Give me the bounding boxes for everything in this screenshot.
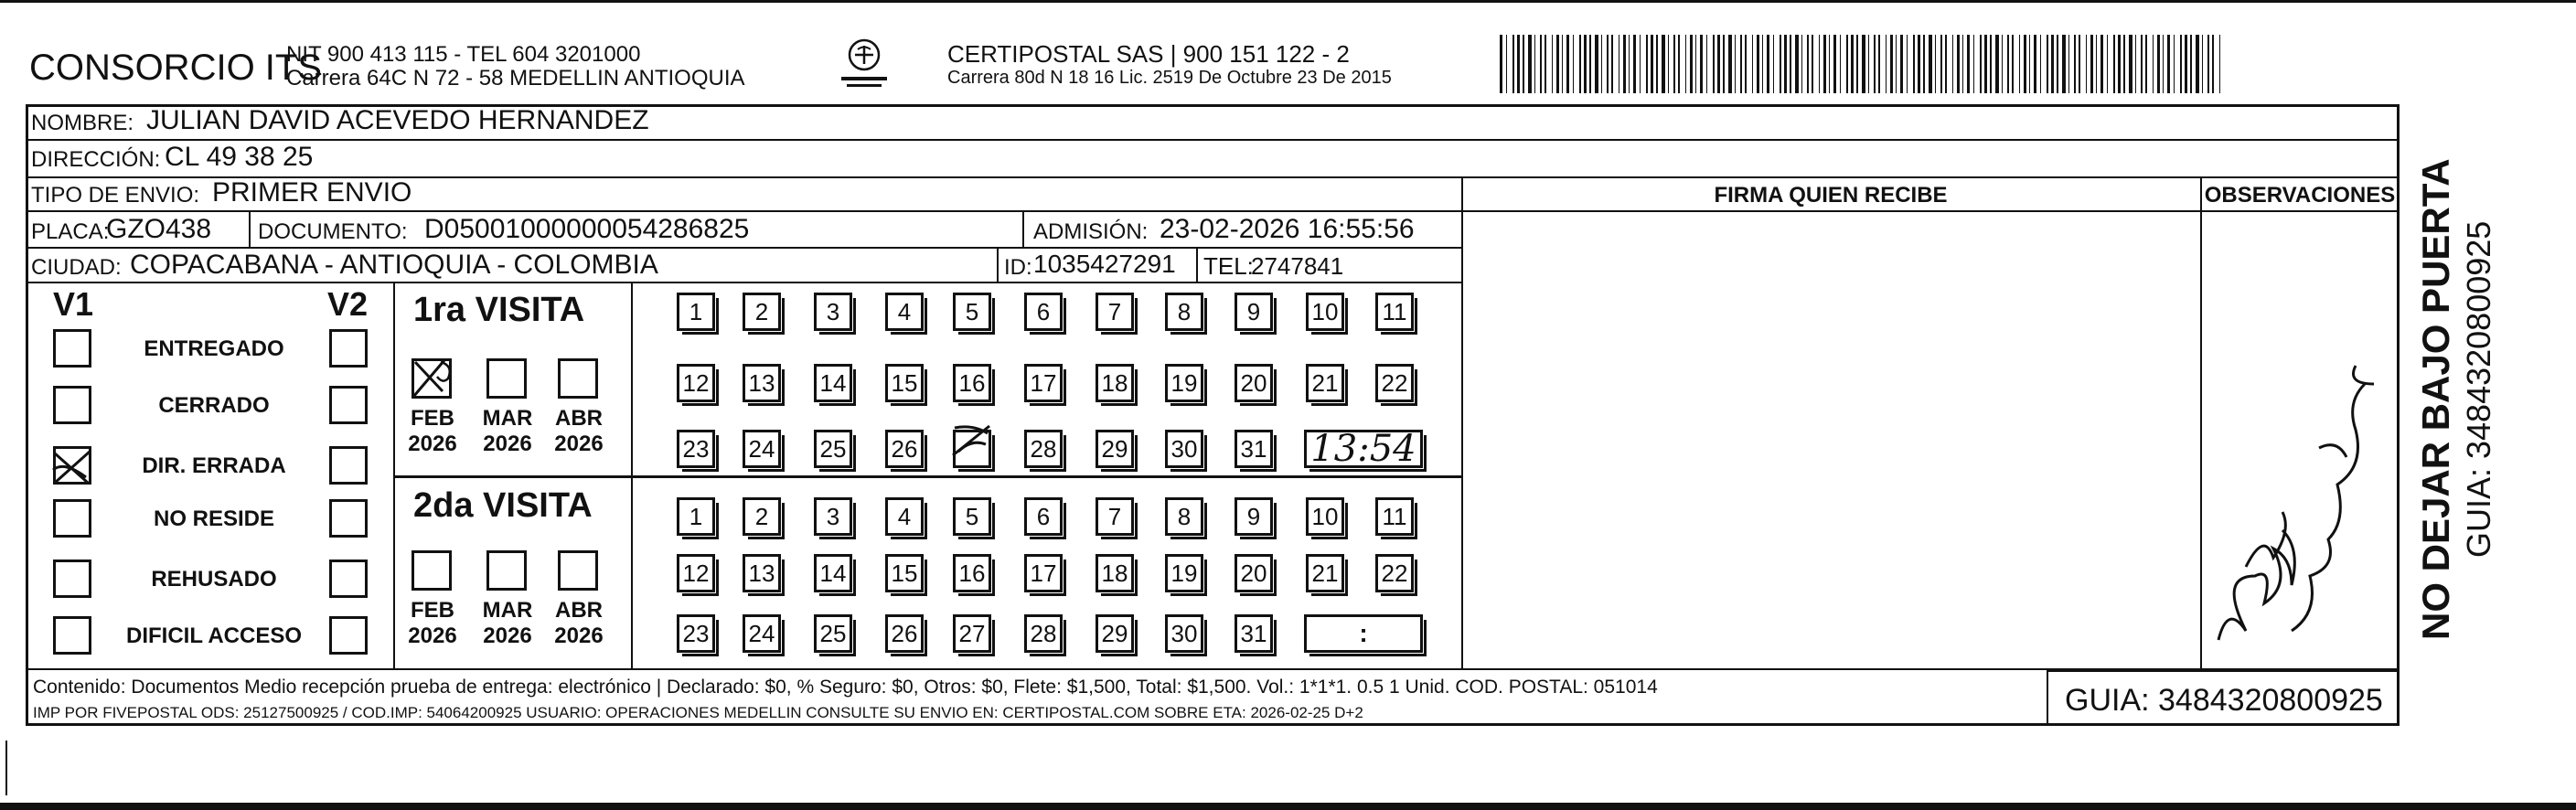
bottom-border [0, 803, 2576, 810]
barcode-bar [2219, 35, 2220, 93]
day-box[interactable]: 14 [814, 554, 852, 592]
barcode-bar [1886, 35, 1887, 93]
day-box[interactable]: 12 [677, 554, 715, 592]
barcode-bar [2100, 35, 2103, 93]
ciudad-label: CIUDAD: [31, 255, 122, 280]
day-box[interactable]: 10 [1306, 293, 1344, 331]
barcode-bar [1552, 35, 1553, 93]
barcode-bar [1913, 35, 1915, 93]
day-box[interactable]: 27 [953, 614, 991, 653]
barcode-bar [2135, 35, 2136, 93]
certipostal-line2: Carrera 80d N 18 16 Lic. 2519 De Octubre 23 De 2015 [947, 68, 1392, 88]
day-box[interactable]: 2 [743, 497, 781, 536]
barcode-bar [1579, 35, 1581, 93]
barcode-bar [1862, 35, 1865, 93]
day-box[interactable]: 25 [814, 614, 852, 653]
admision-label: ADMISIÓN: [1033, 219, 1149, 244]
nombre-value: JULIAN DAVID ACEVEDO HERNANDEZ [146, 105, 649, 135]
nombre-label: NOMBRE: [31, 111, 134, 135]
barcode-bar [1801, 35, 1802, 93]
barcode-bar [2129, 35, 2132, 93]
row-line [1461, 210, 2200, 212]
top-border [0, 0, 2576, 3]
barcode-bar [2012, 35, 2014, 93]
barcode-bar [1819, 35, 1820, 93]
time-box[interactable]: : [1304, 614, 1423, 653]
barcode-bar [1695, 35, 1696, 93]
day-box[interactable]: 21 [1306, 364, 1344, 402]
barcode-bar [1984, 35, 1987, 93]
visit-divider [393, 475, 1461, 478]
barcode-bar [1640, 35, 1641, 93]
barcode-bar [1780, 35, 1781, 93]
barcode-bar [1735, 35, 1736, 93]
barcode-bar [1957, 35, 1960, 93]
v1-checkbox[interactable] [53, 499, 91, 538]
day-box[interactable]: 3 [814, 293, 852, 331]
day-box[interactable]: 16 [953, 364, 991, 402]
barcode-bar [2212, 35, 2214, 93]
col-line [1196, 247, 1198, 282]
barcode-bar [1656, 35, 1658, 93]
barcode-bar [2118, 35, 2121, 93]
barcode-bar [2174, 35, 2175, 93]
status-label: NO RESIDE [153, 506, 275, 531]
barcode-bar [1784, 35, 1787, 93]
v1-checkbox[interactable] [53, 560, 91, 598]
col-line [1461, 176, 1463, 668]
day-box[interactable]: 6 [1024, 293, 1063, 331]
barcode-bar [1807, 35, 1809, 93]
footer-line [26, 668, 2400, 670]
barcode-bar [1662, 35, 1665, 93]
barcode-bar [1717, 35, 1720, 93]
day-box[interactable]: 18 [1096, 364, 1134, 402]
col-line [1022, 210, 1024, 247]
barcode-bar [2196, 35, 2199, 93]
row-line [26, 282, 1461, 283]
day-box[interactable]: 24 [743, 430, 781, 468]
barcode-bar [1584, 35, 1587, 93]
barcode-bar [1706, 35, 1707, 93]
col-line [249, 210, 251, 247]
day-box[interactable]: 31 [1235, 430, 1273, 468]
company-nit: NIT 900 413 115 - TEL 604 3201000 [286, 42, 641, 67]
day-box[interactable]: 5 [953, 293, 991, 331]
day-box[interactable]: 18 [1096, 554, 1134, 592]
barcode-bar [2019, 35, 2020, 93]
barcode-bar [2145, 35, 2147, 93]
side-warning: NO DEJAR BAJO PUERTA [2414, 158, 2457, 640]
day-box[interactable]: 4 [885, 293, 924, 331]
barcode-bar [1940, 35, 1942, 93]
day-box[interactable]: 23 [677, 614, 715, 653]
barcode-bar [1651, 35, 1653, 93]
barcode-bar [1589, 35, 1591, 93]
day-27-mark [949, 421, 995, 461]
month-checkbox[interactable] [558, 358, 598, 399]
barcode-bar [1790, 35, 1791, 93]
month-checkbox[interactable] [486, 550, 527, 591]
company-name: CONSORCIO ITS [29, 48, 323, 88]
documento-value: D05001000000054286825 [424, 214, 750, 244]
admision-value: 23-02-2026 16:55:56 [1160, 214, 1415, 244]
barcode-bar [1995, 35, 1999, 93]
barcode-bar [1935, 35, 1936, 93]
left-scan-mark [5, 741, 7, 795]
day-box[interactable]: 26 [885, 430, 924, 468]
barcode-bar [2074, 35, 2076, 93]
barcode-bar [1952, 35, 1953, 93]
barcode-bar [2086, 35, 2087, 93]
day-box[interactable]: 7 [1096, 497, 1134, 536]
day-box[interactable]: 13 [743, 364, 781, 402]
barcode-bar [1878, 35, 1880, 93]
v2-checkbox[interactable] [329, 386, 368, 424]
tel-label: TEL: [1203, 252, 1254, 280]
barcode-bar [1573, 35, 1574, 93]
day-box[interactable]: 30 [1165, 614, 1203, 653]
month-checkbox[interactable] [412, 550, 452, 591]
day-box[interactable]: 20 [1235, 554, 1273, 592]
barcode-bar [1923, 35, 1925, 93]
barcode-bar [1846, 35, 1848, 93]
barcode-bar [2090, 35, 2093, 93]
barcode-bar [1611, 35, 1613, 93]
day-box[interactable]: 3 [814, 497, 852, 536]
day-box[interactable]: 11 [1375, 497, 1414, 536]
day-box[interactable]: 28 [1024, 614, 1063, 653]
footer-imp: IMP POR FIVEPOSTAL ODS: 25127500925 / COD.IMP: 54064200925 USUARIO: OPERACIONES MEDELLIN CONSULTE SU ENVIO EN: CERTIPOSTAL.COM SOBRE ETA: 2026-02-25 D+2 [33, 704, 1363, 721]
barcode-bar [1673, 35, 1675, 93]
day-box[interactable]: 31 [1235, 614, 1273, 653]
v1-checkbox[interactable] [53, 616, 91, 655]
status-label: CERRADO [158, 393, 270, 418]
month-label: ABR 2026 [554, 406, 604, 456]
barcode-bar [1629, 35, 1630, 93]
barcode-bar [2051, 35, 2054, 93]
day-box[interactable]: 26 [885, 614, 924, 653]
barcode-bar [2079, 35, 2080, 93]
tipo-envio-label: TIPO DE ENVIO: [31, 183, 200, 208]
barcode-bar [1945, 35, 1947, 93]
barcode-bar [1856, 35, 1858, 93]
visit-1-title: 1ra VISITA [413, 291, 585, 329]
barcode-bar [1823, 35, 1826, 93]
barcode-bar [2123, 35, 2125, 93]
day-box[interactable]: 17 [1024, 364, 1063, 402]
barcode-bar [1868, 35, 1869, 93]
barcode-bar [1833, 35, 1836, 93]
status-checkmark [49, 446, 95, 490]
barcode-bar [1851, 35, 1854, 93]
barcode-bar [2024, 35, 2026, 93]
barcode-bar [1990, 35, 1992, 93]
barcode-bar [1601, 35, 1602, 93]
barcode-bar [1740, 35, 1742, 93]
v1-checkbox[interactable] [53, 386, 91, 424]
footer-content: Contenido: Documentos Medio recepción prueba de entrega: electrónico | Declarado: $0, % Seguro: $0, Otros: $0, Flete: $1,500, Total: $1,500. Vol.: 1*1*1. 0.5 1 Unid. COD. POSTAL: 051014 [33, 677, 1658, 698]
barcode-bar [2040, 35, 2041, 93]
barcode-bar [1728, 35, 1732, 93]
day-box[interactable]: 1 [677, 497, 715, 536]
tel-value: 2747841 [1251, 252, 1344, 280]
barcode-bar [1534, 35, 1535, 93]
day-box[interactable]: 17 [1024, 554, 1063, 592]
v2-label: V2 [327, 285, 369, 323]
barcode-bar [1545, 35, 1546, 93]
month-checkmark [408, 355, 459, 402]
status-label: ENTREGADO [144, 336, 284, 361]
col-line [997, 247, 999, 282]
certipostal-line1: CERTIPOSTAL SAS | 900 151 122 - 2 [947, 40, 1350, 68]
day-box[interactable]: 19 [1165, 554, 1203, 592]
day-box[interactable]: 7 [1096, 293, 1134, 331]
tipo-envio-value: PRIMER ENVIO [212, 177, 412, 208]
day-box[interactable]: 2 [743, 293, 781, 331]
barcode-bar [1962, 35, 1963, 93]
barcode-bar [1512, 35, 1514, 93]
barcode-bar [1700, 35, 1703, 93]
v2-checkbox[interactable] [329, 446, 368, 485]
barcode-bar [1980, 35, 1982, 93]
row-line [26, 247, 1461, 249]
status-label: REHUSADO [151, 567, 277, 592]
barcode-bar [1745, 35, 1747, 93]
placa-label: PLACA: [31, 219, 110, 244]
barcode-bar [1773, 35, 1774, 93]
day-box[interactable]: 22 [1375, 554, 1414, 592]
company-address: Carrera 64C N 72 - 58 MEDELLIN ANTIOQUIA [286, 66, 745, 91]
barcode-bar [1918, 35, 1920, 93]
barcode-bar [1812, 35, 1813, 93]
time-box[interactable]: 13:54 [1304, 430, 1423, 468]
barcode-bar [2062, 35, 2066, 93]
barcode-bar [2190, 35, 2192, 93]
day-box[interactable]: 15 [885, 554, 924, 592]
barcode-bar [1685, 35, 1686, 93]
day-box[interactable]: 23 [677, 430, 715, 468]
day-box[interactable]: 13 [743, 554, 781, 592]
month-label: ABR 2026 [554, 598, 604, 648]
barcode-bar [2107, 35, 2108, 93]
month-label: FEB 2026 [408, 406, 457, 456]
day-box[interactable]: 14 [814, 364, 852, 402]
barcode-bar [1767, 35, 1769, 93]
month-label: FEB 2026 [408, 598, 457, 648]
day-box[interactable]: 6 [1024, 497, 1063, 536]
footer-guia: GUIA: 3484320800925 [2065, 683, 2383, 718]
barcode-bar [1890, 35, 1893, 93]
day-box[interactable]: 24 [743, 614, 781, 653]
row-line [26, 139, 2400, 141]
v1-checkbox[interactable] [53, 329, 91, 368]
barcode-bar [1595, 35, 1598, 93]
day-box[interactable]: 21 [1306, 554, 1344, 592]
barcode-bar [2029, 35, 2030, 93]
status-label: DIFICIL ACCESO [125, 623, 302, 648]
barcode-bar [1690, 35, 1693, 93]
barcode-bar [2185, 35, 2187, 93]
barcode-bar [2002, 35, 2003, 93]
row-line [2200, 210, 2400, 212]
barcode-bar [1973, 35, 1974, 93]
barcode-bar [1633, 35, 1636, 93]
barcode-bar [1562, 35, 1563, 93]
barcode-bar [1528, 35, 1532, 93]
barcode-bar [2141, 35, 2143, 93]
barcode [1500, 35, 2222, 93]
placa-value: GZO438 [106, 214, 212, 244]
barcode-bar [2157, 35, 2160, 93]
barcode-bar [1678, 35, 1680, 93]
month-checkbox[interactable] [558, 550, 598, 591]
direccion-label: DIRECCIÓN: [31, 147, 161, 172]
barcode-bar [2034, 35, 2036, 93]
barcode-bar [1607, 35, 1609, 93]
barcode-bar [2096, 35, 2097, 93]
day-box[interactable]: 12 [677, 364, 715, 402]
barcode-bar [2202, 35, 2203, 93]
v2-checkbox[interactable] [329, 560, 368, 598]
v2-checkbox[interactable] [329, 329, 368, 368]
day-box[interactable]: 30 [1165, 430, 1203, 468]
barcode-bar [2057, 35, 2058, 93]
barcode-bar [1829, 35, 1830, 93]
barcode-bar [1900, 35, 1903, 93]
barcode-bar [1668, 35, 1669, 93]
barcode-bar [1929, 35, 1932, 93]
barcode-bar [1723, 35, 1725, 93]
barcode-bar [1907, 35, 1908, 93]
day-box[interactable]: 25 [814, 430, 852, 468]
barcode-bar [2047, 35, 2048, 93]
v2-checkbox[interactable] [329, 499, 368, 538]
id-value: 1035427291 [1033, 250, 1176, 278]
barcode-bar [1517, 35, 1520, 93]
barcode-bar [1556, 35, 1559, 93]
barcode-bar [1500, 35, 1502, 93]
month-label: MAR 2026 [482, 598, 533, 648]
day-box[interactable]: 28 [1024, 430, 1063, 468]
day-box[interactable]: 29 [1096, 430, 1134, 468]
barcode-bar [1896, 35, 1897, 93]
month-label: MAR 2026 [482, 406, 533, 456]
ciudad-value: COPACABANA - ANTIOQUIA - COLOMBIA [130, 250, 658, 280]
signature [2200, 338, 2400, 649]
day-box[interactable]: 10 [1306, 497, 1344, 536]
barcode-bar [2167, 35, 2170, 93]
barcode-bar [1713, 35, 1715, 93]
barcode-bar [2153, 35, 2154, 93]
barcode-bar [1752, 35, 1753, 93]
barcode-bar [1762, 35, 1763, 93]
barcode-bar [1566, 35, 1569, 93]
visit-2-title: 2da VISITA [413, 486, 593, 525]
day-box[interactable]: 9 [1235, 497, 1273, 536]
barcode-bar [2113, 35, 2115, 93]
status-label: DIR. ERRADA [142, 453, 286, 478]
day-box[interactable]: 20 [1235, 364, 1273, 402]
day-box[interactable]: 4 [885, 497, 924, 536]
id-label: ID: [1004, 255, 1032, 280]
day-box[interactable]: 19 [1165, 364, 1203, 402]
barcode-bar [2180, 35, 2182, 93]
v1-label: V1 [53, 285, 94, 323]
barcode-bar [1623, 35, 1626, 93]
barcode-bar [1506, 35, 1507, 93]
day-box[interactable]: 8 [1165, 497, 1203, 536]
month-checkbox[interactable] [486, 358, 527, 399]
day-box[interactable]: 5 [953, 497, 991, 536]
barcode-bar [1540, 35, 1542, 93]
barcode-bar [1523, 35, 1524, 93]
barcode-bar [2163, 35, 2164, 93]
barcode-bar [1757, 35, 1759, 93]
barcode-bar [1840, 35, 1841, 93]
observaciones-header: OBSERVACIONES [2204, 183, 2396, 208]
v2-checkbox[interactable] [329, 616, 368, 655]
firma-header: FIRMA QUIEN RECIBE [1714, 183, 1948, 208]
day-box[interactable]: 9 [1235, 293, 1273, 331]
certipostal-logo [823, 35, 905, 95]
day-box[interactable]: 22 [1375, 364, 1414, 402]
day-box[interactable]: 16 [953, 554, 991, 592]
documento-label: DOCUMENTO: [258, 219, 408, 244]
day-box[interactable]: 1 [677, 293, 715, 331]
barcode-bar [1646, 35, 1648, 93]
day-box[interactable]: 15 [885, 364, 924, 402]
barcode-bar [2007, 35, 2009, 93]
barcode-bar [2207, 35, 2209, 93]
barcode-bar [1967, 35, 1970, 93]
barcode-bar [1874, 35, 1876, 93]
side-guia: GUIA: 3484320800925 [2460, 220, 2497, 558]
day-box[interactable]: 11 [1375, 293, 1414, 331]
barcode-bar [2068, 35, 2069, 93]
day-box[interactable]: 29 [1096, 614, 1134, 653]
barcode-bar [1795, 35, 1799, 93]
direccion-value: CL 49 38 25 [165, 142, 314, 172]
day-box[interactable]: 8 [1165, 293, 1203, 331]
